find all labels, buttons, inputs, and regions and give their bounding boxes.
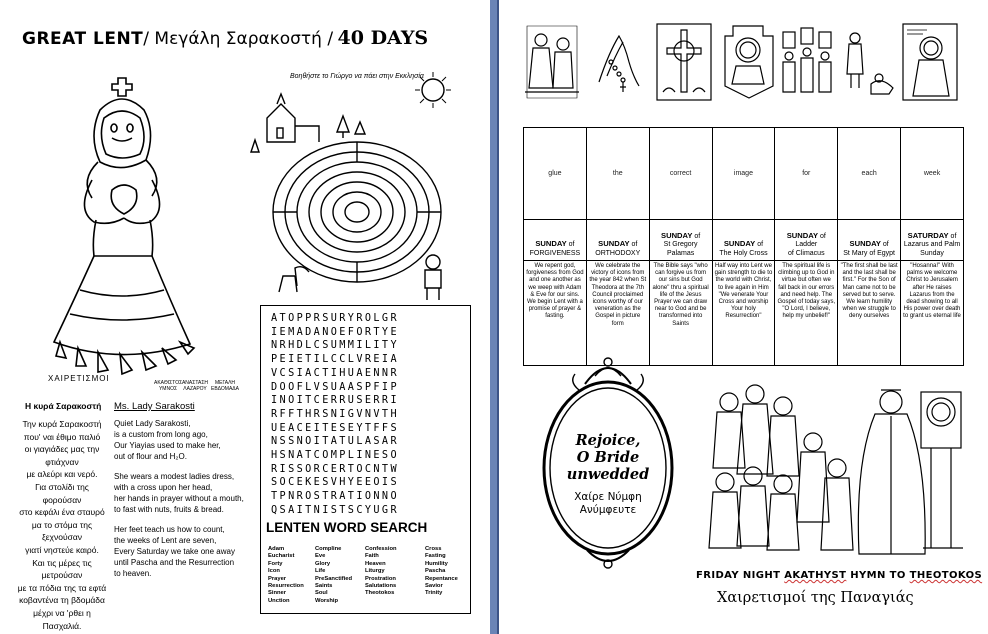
- doll-label-holy-week: ΜΕΓΑΛΗ ΕΒΔΟΜΑΔΑ: [211, 380, 239, 392]
- greek-poem-line: μα το στόμα της: [31, 519, 93, 530]
- english-poem-line: to heaven.: [114, 569, 152, 578]
- word-list-item: Theotokos: [365, 590, 395, 597]
- word-list-item: Savior: [425, 583, 443, 590]
- maze-caption: Βοηθήστε το Γιώργο να πάει στην Εκκλησία: [290, 73, 424, 80]
- word-search-row: VCSIACTIHUAENNR: [271, 367, 400, 379]
- word-search-row: UEACEITESEYTFFS: [271, 422, 400, 434]
- english-poem-stanza-3: [114, 524, 262, 579]
- forgiveness-image: [523, 22, 581, 102]
- word-search-grid: [271, 312, 461, 518]
- glue-row: [524, 128, 964, 220]
- word-search-row: NRHDLCSUMMILITY: [271, 340, 400, 352]
- word-list-item: Liturgy: [365, 568, 385, 575]
- english-poem-line: Her feet teach us how to count,: [114, 525, 225, 534]
- word-search-row: RFFTHRSNIGVNVTH: [271, 408, 400, 420]
- english-poem-stanza-1: [114, 418, 262, 462]
- english-poem-line: until Pascha and the Resurrection: [114, 558, 235, 567]
- greek-poem-title: Η κυρά Σαρακοστή: [25, 401, 102, 411]
- word-list-item: Soul: [315, 590, 328, 597]
- sunday-description-cell: The Bible says "who can forgive us from our sins but God alone" thru a spiritual life of the Jesus Prayer we can draw near to God and be transformed into Saints: [649, 261, 712, 366]
- lent-sundays-table: [523, 127, 964, 366]
- title-40-days: 40 DAYS: [337, 27, 429, 49]
- icon-saint-image: [719, 22, 777, 102]
- sunday-name: The Holy Cross: [719, 249, 768, 257]
- word-list-item: Glory: [315, 560, 331, 567]
- english-poem-stanza-2: [114, 471, 262, 515]
- english-poem-line: is a custom from long ago,: [114, 430, 208, 439]
- title-great-lent: GREAT LENT: [22, 29, 144, 49]
- oval-text: [547, 432, 669, 517]
- rejoice-line-3: unwedded: [566, 466, 650, 483]
- right-page: [499, 0, 988, 634]
- word-list-column-3: [365, 546, 397, 598]
- glue-cell: the: [586, 128, 649, 220]
- cross-image: [655, 22, 713, 102]
- word-search-row: ATOPPRSURYROLGR: [271, 313, 400, 324]
- word-search-title: LENTEN WORD SEARCH: [266, 520, 428, 535]
- word-search-row: PEIETILCCLVREIA: [271, 354, 400, 366]
- page-title: [22, 27, 428, 49]
- hairetismoi-heading: Χαιρετισμοί της Παναγιάς: [717, 590, 914, 606]
- prostration-image: [841, 22, 899, 102]
- word-list-item: Life: [315, 568, 326, 575]
- greek-poem-line: Πασχαλιά.: [42, 620, 82, 631]
- sunday-head: SUNDAY: [849, 239, 881, 248]
- english-poem-title: Ms. Lady Sarakosti: [114, 401, 195, 412]
- sunday-name: St Gregory Palamas: [663, 241, 698, 257]
- greek-poem-line: Και τις μέρες τις: [32, 557, 92, 568]
- sunday-of: of: [568, 241, 575, 248]
- greek-rejoice-line-2: Ανύμφευτε: [579, 504, 637, 516]
- english-poem-line: Our Yiayias used to make her,: [114, 441, 221, 450]
- sunday-description-cell: Half way into Lent we gain strength to die to the world with Christ, to live again in Him "We venerate Your Cross and worship Your holy Resurrection": [712, 261, 775, 366]
- greek-poem: [12, 418, 112, 632]
- sunday-head: SUNDAY: [661, 230, 693, 240]
- word-search-box: [260, 305, 471, 614]
- akathyst-heading: [696, 570, 982, 581]
- word-search-row: RISSORCERTOCNTW: [271, 463, 400, 475]
- sunday-description-cell: We repent god, forgiveness from God and one another as we weep with Adam & Eve for our sins. We begin Lent with a promise of prayer & fasting.: [524, 261, 587, 366]
- theotokos-word: THEOTOKOS: [909, 570, 983, 581]
- word-list-item: Cross: [425, 546, 442, 552]
- word-list-item: Saints: [315, 583, 333, 590]
- word-search-row: NSSNOITATULASAR: [271, 436, 400, 448]
- praying-hands-image: [589, 22, 647, 102]
- sunday-name: Lazarus and Palm Sunday: [903, 241, 961, 257]
- word-list-item: Faith: [365, 553, 379, 560]
- word-search-row: TPNROSTRATIONNO: [271, 491, 400, 503]
- word-list-item: Adam: [268, 546, 285, 552]
- sunday-cell: [838, 220, 901, 261]
- word-list-item: Trinity: [425, 590, 443, 597]
- word-search-row: HSNATCOMPLINESO: [271, 450, 400, 462]
- word-search-row: IEMADANOEFORTYE: [271, 326, 400, 338]
- english-poem: [114, 418, 262, 579]
- greek-poem-line: με τα πόδια της τα εφτά: [17, 582, 107, 593]
- sunday-name: of Climacus: [788, 249, 825, 257]
- greek-poem-line: μετρούσαν: [41, 570, 83, 581]
- word-list-item: Unction: [268, 597, 290, 604]
- sunday-of: of: [631, 241, 638, 248]
- glue-cell: for: [775, 128, 838, 220]
- word-list-item: Eucharist: [268, 553, 295, 560]
- word-list-item: Compline: [315, 546, 342, 552]
- word-search-row: DOOFLVSUAASPFIP: [271, 381, 400, 393]
- greek-poem-line: Για στολίδι της: [35, 481, 89, 492]
- sunday-cell: [901, 220, 964, 261]
- english-poem-line: out of flour and H₂O.: [114, 452, 187, 461]
- sunday-head: SUNDAY: [786, 230, 819, 240]
- word-list-column-1: [268, 546, 304, 605]
- sunday-name: FORGIVENESS: [529, 249, 581, 257]
- doll-label-akathist: ΑΚΑΘΙΣΤΟΣ ΥΜΝΟΣ: [154, 380, 183, 392]
- word-list-item: Prayer: [268, 575, 287, 582]
- sunday-names-row: [524, 220, 964, 261]
- word-list-item: Eve: [315, 553, 326, 560]
- glue-cell: week: [901, 128, 964, 220]
- greek-poem-line: ξεχνούσαν: [41, 532, 83, 543]
- icons-procession-image: [779, 22, 837, 102]
- title-greek: / Μεγάλη Σαρακοστή /: [143, 29, 334, 49]
- sunday-name: ORTHODOXY: [595, 249, 641, 257]
- word-list-item: Repentance: [425, 575, 458, 582]
- greek-poem-line: στο κεφάλι ένα σταυρό: [19, 507, 105, 518]
- rejoice-line-2: O Bride: [576, 449, 640, 466]
- word-list-item: Heaven: [365, 560, 386, 567]
- sunday-of: of: [694, 232, 701, 240]
- akathyst-mid: HYMN TO: [846, 570, 910, 581]
- left-page: [0, 0, 490, 634]
- greek-poem-line: φτιάχναν: [45, 456, 79, 467]
- greek-poem-line: φορούσαν: [42, 494, 82, 505]
- mary-of-egypt-image: [901, 22, 959, 102]
- sunday-description-cell: "Hosanna!" With palms we welcome Christ to Jerusalem after He raises Lazarus from the dead showing to all His power over death to grant us eternal life: [901, 261, 964, 366]
- word-list-item: Fasting: [425, 553, 446, 560]
- sunday-head: SATURDAY: [907, 230, 949, 240]
- english-poem-line: to fast with nuts, fruits & bread.: [114, 505, 224, 514]
- greek-poem-line: μέχρι να 'ρθει η: [33, 607, 91, 618]
- sunday-cell: [586, 220, 649, 261]
- word-list-item: Resurrection: [268, 583, 304, 590]
- sunday-description-cell: "The first shall be last and the last shall be first." For the Son of Man came not to be served but to serve. We learn humility when we struggle to deny ourselves: [838, 261, 901, 366]
- sunday-cell: [524, 220, 587, 261]
- glue-cell: each: [838, 128, 901, 220]
- english-poem-line: Quiet Lady Sarakosti,: [114, 419, 191, 428]
- word-list-item: Worship: [315, 597, 339, 604]
- sunday-head: SUNDAY: [723, 239, 756, 248]
- word-list-item: Salutations: [365, 583, 397, 590]
- greek-poem-line: γιατί νηστεύε καιρό.: [25, 544, 99, 555]
- word-list-item: Forty: [268, 560, 283, 567]
- lady-sarakosti-drawing: [40, 70, 240, 390]
- glue-cell: glue: [524, 128, 587, 220]
- maze-drawing: [247, 72, 469, 304]
- word-list-item: Pascha: [425, 568, 446, 575]
- english-poem-line: Every Saturday we take one away: [114, 547, 235, 556]
- glue-cell: image: [712, 128, 775, 220]
- sunday-of: of Ladder: [795, 232, 826, 248]
- greek-poem-line: που' ναι έθιμο παλιό: [23, 431, 101, 442]
- sunday-description-cell: The spiritual life is climbing up to God in virtue but often we fall back in our errors and need help. The Gospel of today says, "O Lord, I believe, help my unbelief!": [775, 261, 838, 366]
- sunday-head: SUNDAY: [598, 239, 630, 248]
- akathist-service-drawing: [705, 372, 967, 562]
- sunday-of: of: [950, 232, 957, 240]
- sunday-of: of: [882, 241, 889, 248]
- sunday-cell: [775, 220, 838, 261]
- sunday-description-cell: We celebrate the victory of icons from the year 842 when St Theodora at the 7th Council proclaimed icons worthy of our veneration as the Gospel in picture form: [586, 261, 649, 366]
- word-list-item: Confession: [365, 546, 397, 552]
- glue-cell: correct: [649, 128, 712, 220]
- english-poem-line: She wears a modest ladies dress,: [114, 472, 235, 481]
- word-search-row: INOITCERRUSERRI: [271, 395, 400, 407]
- doll-caption: ΧΑΙΡΕΤΙΣΜΟΙ: [48, 374, 110, 383]
- sunday-head: SUNDAY: [535, 239, 567, 248]
- doll-label-lazarus: ΑΝΑΣΤΑΣΗ ΛΑΖΑΡΟΥ: [181, 380, 209, 392]
- word-list-column-2: [315, 546, 352, 605]
- greek-poem-line: με αλεύρι και νερό.: [26, 469, 98, 480]
- sunday-cell: [649, 220, 712, 261]
- greek-poem-line: κοβαντένα τη βδομάδα: [19, 595, 105, 606]
- english-poem-line: her hands in prayer without a mouth,: [114, 494, 244, 503]
- word-list-item: Sinner: [268, 590, 287, 597]
- greek-poem-line: οι γιαγιάδες μας την: [24, 444, 100, 455]
- sunday-cell: [712, 220, 775, 261]
- akathyst-pre: FRIDAY NIGHT: [696, 570, 785, 581]
- greek-rejoice-line-1: Χαίρε Νύμφη: [574, 491, 642, 503]
- sunday-name: St Mary of Egypt: [843, 249, 896, 257]
- word-list-item: Prostration: [365, 575, 396, 582]
- word-list-column-4: [425, 546, 458, 598]
- rejoice-line-1: Rejoice,: [575, 432, 641, 449]
- word-search-row: SOCEKESVHYEEOIS: [271, 477, 400, 489]
- greek-poem-line: Την κυρά Σαρακοστή: [22, 419, 102, 429]
- word-search-row: QSAITNISTSCYUGR: [271, 504, 400, 516]
- sunday-of: of: [757, 241, 764, 248]
- akathyst-word: AKATHYST: [784, 570, 847, 581]
- english-poem-line: with a cross upon her head,: [114, 483, 213, 492]
- word-list-item: Humility: [425, 560, 448, 567]
- english-poem-line: the weeks of Lent are seven,: [114, 536, 217, 545]
- word-list-item: PreSanctified: [315, 575, 353, 582]
- word-list-item: Icon: [268, 568, 280, 575]
